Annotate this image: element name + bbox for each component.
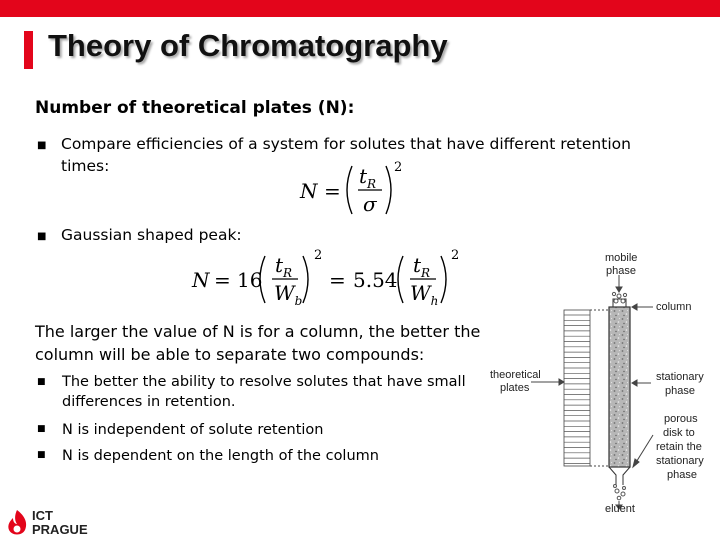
- eq2-equals-1: =: [214, 268, 231, 292]
- bullet-square-icon: ■: [37, 140, 47, 151]
- column-body: [609, 307, 630, 467]
- logo-text-line1: ICT: [32, 508, 53, 523]
- paragraph-line2: column will be able to separate two compounds:: [35, 345, 425, 364]
- eq1-lhs: N: [300, 179, 318, 203]
- label-porous-3: retain the: [656, 441, 702, 453]
- label-porous-2: disk to: [663, 427, 695, 439]
- sub-bullet-1: [62, 372, 466, 412]
- label-column: column: [656, 301, 692, 313]
- equation-1: [300, 162, 410, 218]
- label-theoretical-plates-2: plates: [500, 382, 530, 394]
- eq2-lhs: N: [192, 268, 210, 292]
- top-red-bar: [0, 0, 720, 17]
- bullet-square-icon: ■: [37, 424, 46, 434]
- eq1-denominator: σ: [363, 192, 377, 216]
- eq2-numerator-2: $t_R$: [413, 253, 431, 280]
- paragraph-line1: The larger the value of N is for a column, the better the: [35, 322, 481, 341]
- label-stationary-phase-1: stationary: [656, 371, 704, 383]
- eq1-equals: =: [324, 179, 341, 203]
- eq2-equals-2: =: [329, 268, 346, 292]
- section-heading: Number of theoretical plates (N):: [35, 98, 355, 118]
- bullet-square-icon: ■: [37, 377, 46, 387]
- bullet-1-line1: Compare efficiencies of a system for solutes that have different retention: [61, 135, 631, 153]
- sub-bullet-2: N is independent of solute retention: [62, 422, 324, 438]
- sub-bullet-3: N is dependent on the length of the column: [62, 448, 379, 464]
- label-porous-1: porous: [664, 413, 698, 425]
- ict-prague-logo: [5, 508, 105, 538]
- label-mobile-phase-2: phase: [606, 265, 636, 277]
- label-theoretical-plates-1: theoretical: [490, 369, 541, 381]
- chromatography-column-diagram: [485, 245, 720, 520]
- eq2-numerator-1: $t_R$: [275, 253, 293, 280]
- eq1-exponent: 2: [394, 160, 403, 175]
- slide-title: Theory of Chromatography: [48, 28, 448, 63]
- bullet-1-line2: times:: [61, 157, 110, 175]
- theoretical-plates-ladder: [564, 310, 590, 466]
- sub-bullet-1-line2: differences in retention.: [62, 394, 236, 410]
- eq2-denominator-1: $W_b$: [274, 281, 303, 308]
- logo-flame-icon: [5, 509, 29, 537]
- sub-bullet-1-line1: The better the ability to resolve solutes that have small: [62, 374, 466, 390]
- summary-paragraph: [35, 320, 505, 366]
- eq2-coefficient-2: 5.54: [353, 268, 398, 292]
- eq2-denominator-2: $W_h$: [410, 281, 439, 308]
- eq2-coefficient-1: 16: [237, 268, 263, 292]
- title-accent-bar: [24, 31, 33, 69]
- label-porous-5: phase: [667, 469, 697, 481]
- bullet-2-text: Gaussian shaped peak:: [61, 226, 242, 244]
- label-eluent: eluent: [605, 503, 635, 515]
- eq1-numerator: $t_R$: [359, 164, 377, 191]
- bullet-square-icon: ■: [37, 450, 46, 460]
- logo-text-line2: PRAGUE: [32, 522, 88, 537]
- equation-2: [192, 250, 472, 308]
- bullet-square-icon: ■: [37, 231, 47, 242]
- label-porous-4: stationary: [656, 455, 704, 467]
- label-stationary-phase-2: phase: [665, 385, 695, 397]
- eq2-exponent-1: 2: [314, 248, 323, 263]
- label-mobile-phase-1: mobile: [605, 252, 638, 264]
- eq2-exponent-2: 2: [451, 248, 460, 263]
